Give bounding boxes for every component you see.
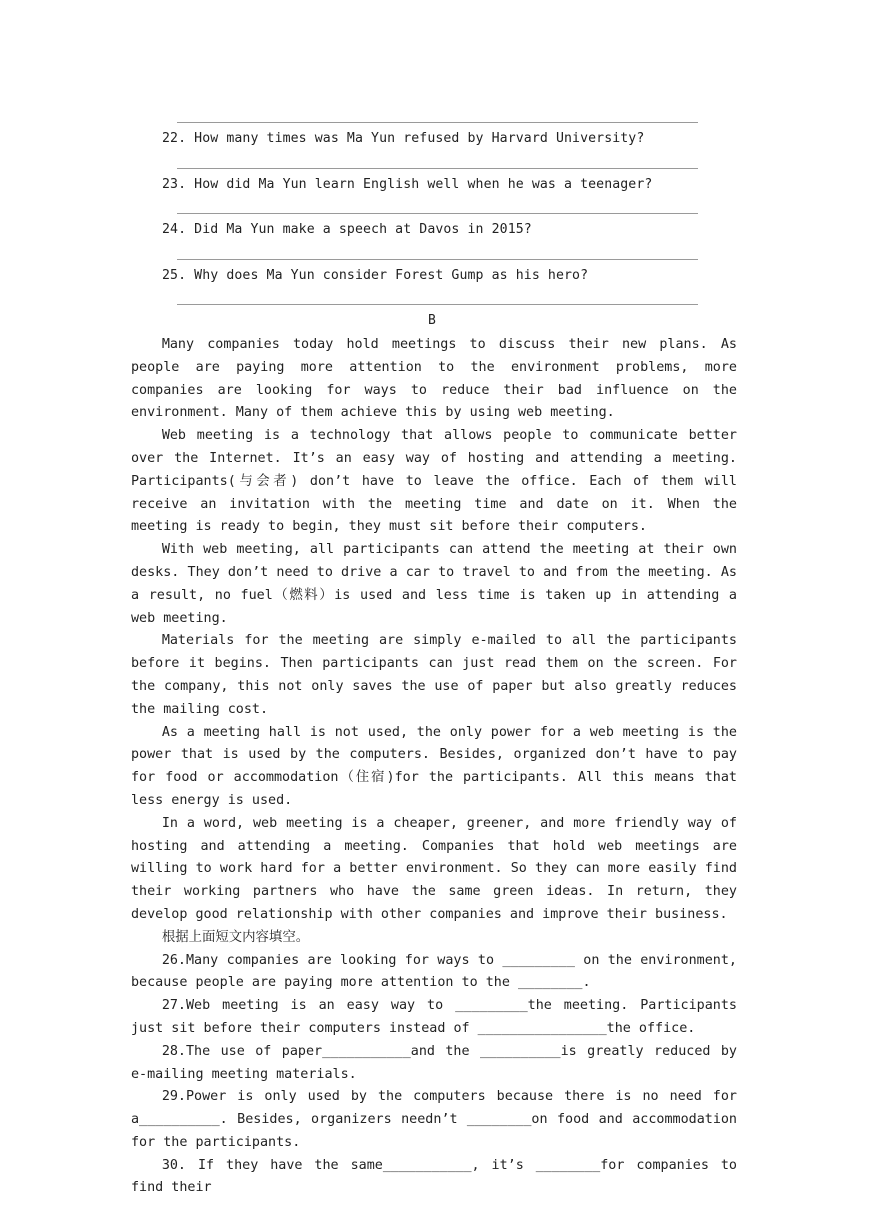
- answer-line: [177, 304, 698, 305]
- reading-passage: [131, 334, 737, 1200]
- passage-paragraph: Materials for the meeting are simply e-mailed to all the participants before it begins. Then participants can just read them on the screen. For the company, this not only saves the use of paper but also greatly reduces the mailing cost.: [131, 633, 737, 717]
- question-23: 23. How did Ma Yun learn English well when he was a teenager?: [162, 177, 653, 192]
- fill-blank-26: 26.Many companies are looking for ways to _________ on the environment, because people are paying more attention to the ________.: [131, 952, 737, 991]
- answer-line: [177, 259, 698, 260]
- passage-paragraph: Many companies today hold meetings to discuss their new plans. As people are paying more attention to the environment problems, more companies are looking for ways to reduce their bad influence on the environment. Many of them achieve this by using web meeting.: [131, 337, 737, 421]
- answer-line: [177, 122, 698, 123]
- fill-blank-29: 29.Power is only used by the computers because there is no need for a__________. Besides, organizers needn’t ________on food and accommodation for the participants.: [131, 1089, 737, 1150]
- instruction: 根据上面短文内容填空。: [161, 929, 310, 945]
- passage-paragraph: As a meeting hall is not used, the only power for a web meeting is the power that is used by the computers. Besides, organized don’t have to pay for food or accommodation（住宿)for the participants. All this means that less energy is used.: [131, 724, 737, 808]
- fill-blank-28: 28.The use of paper___________and the __________is greatly reduced by e-mailing meeting materials.: [131, 1043, 737, 1082]
- answer-line: [177, 213, 698, 214]
- question-25: 25. Why does Ma Yun consider Forest Gump as his hero?: [162, 268, 589, 283]
- question-22: 22. How many times was Ma Yun refused by Harvard University?: [162, 131, 645, 146]
- passage-paragraph: Web meeting is a technology that allows people to communicate better over the Internet. It’s an easy way of hosting and attending a meeting. Participants(与会者) don’t have to leave the office. Each of them will receive an invitation with the meeting time and date on it. When the meeting is ready to begin, they must sit before their computers.: [131, 428, 737, 535]
- section-label: B: [428, 313, 436, 328]
- question-24: 24. Did Ma Yun make a speech at Davos in 2015?: [162, 222, 532, 237]
- passage-paragraph: In a word, web meeting is a cheaper, greener, and more friendly way of hosting and attending a meeting. Companies that hold web meetings are willing to work hard for a better environment. So they can more easily find their working partners who have the same green ideas. In return, they develop good relationship with other companies and improve their business.: [131, 815, 737, 922]
- passage-paragraph: With web meeting, all participants can attend the meeting at their own desks. They don’t need to drive a car to travel to and from the meeting. As a result, no fuel（燃料）is used and less time is taken up in attending a web meeting.: [131, 542, 737, 626]
- fill-blank-30: 30. If they have the same___________, it’s ________for companies to find their: [131, 1157, 737, 1196]
- fill-blank-27: 27.Web meeting is an easy way to _________the meeting. Participants just sit before their computers instead of ________________the office.: [131, 998, 737, 1036]
- answer-line: [177, 168, 698, 169]
